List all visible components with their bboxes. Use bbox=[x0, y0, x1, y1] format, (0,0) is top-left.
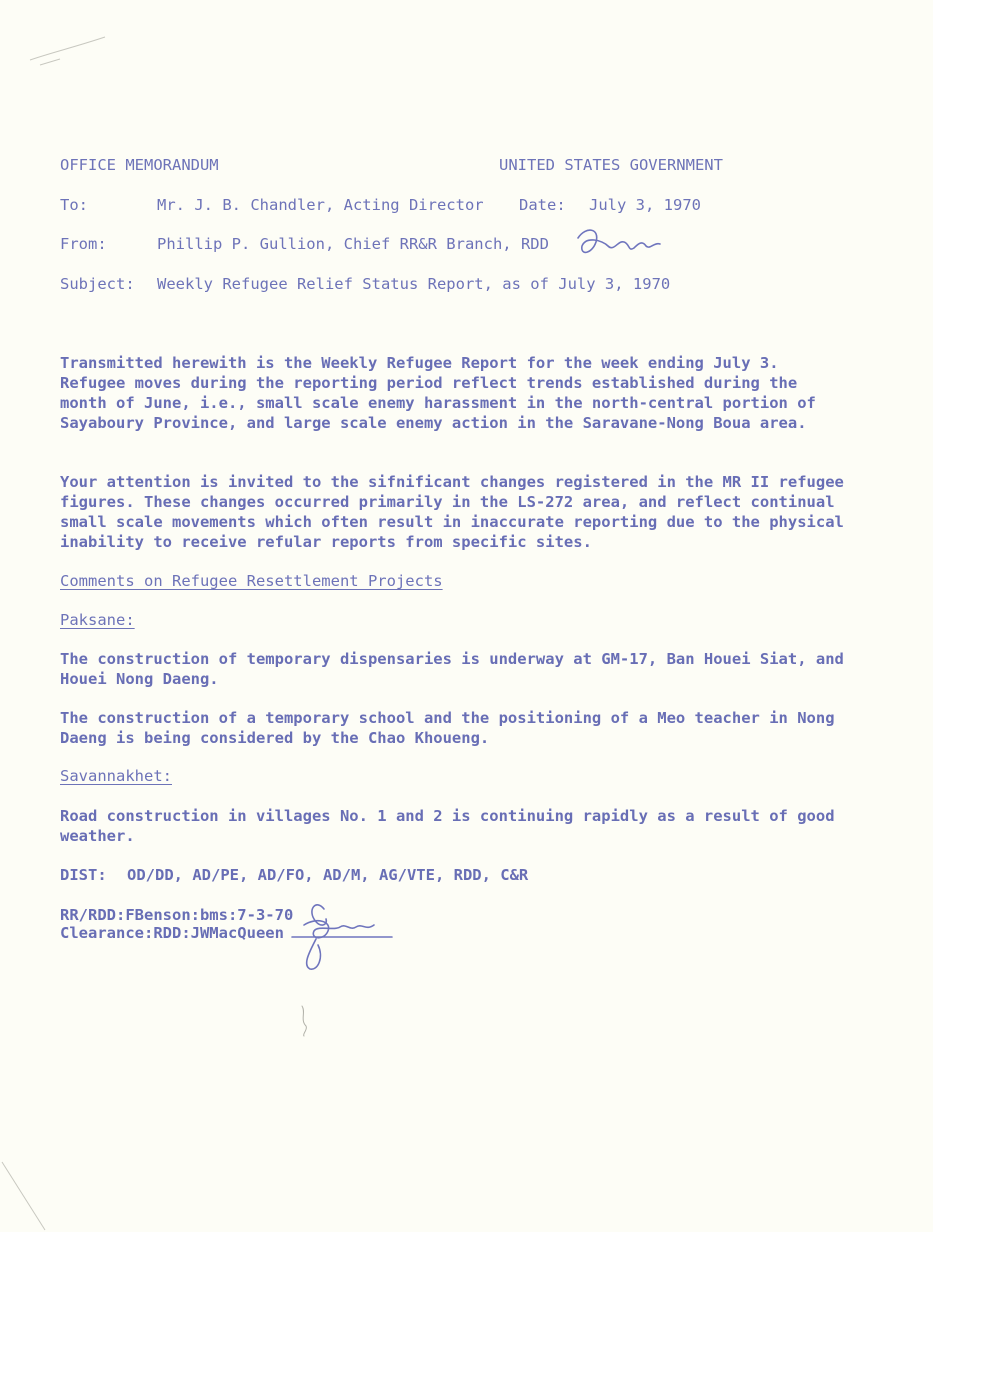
dist-value: OD/DD, AD/PE, AD/FO, AD/M, AG/VTE, RDD, C&R bbox=[127, 866, 529, 884]
footer-initials: RR/RDD:FBenson:bms:7-3-70 bbox=[60, 906, 294, 924]
paper-crease bbox=[0, 1160, 60, 1240]
pencil-mark bbox=[296, 1000, 316, 1040]
date-value: July 3, 1970 bbox=[589, 196, 701, 214]
dist-label: DIST: bbox=[60, 866, 107, 884]
footer-clearance: Clearance:RDD:JWMacQueen bbox=[60, 924, 284, 942]
gullion-signature bbox=[572, 222, 682, 262]
section-heading-resettlement: Comments on Refugee Resettlement Projects bbox=[60, 572, 443, 590]
subject-label: Subject: bbox=[60, 275, 135, 293]
paragraph-paksane-dispensaries: The construction of temporary dispensaries is underway at GM-17, Ban Houei Siat, and Houei Nong Daeng. bbox=[60, 650, 844, 688]
heading-paksane: Paksane: bbox=[60, 611, 135, 629]
date-label: Date: bbox=[519, 196, 566, 214]
paper-mark bbox=[20, 25, 140, 105]
from-value: Phillip P. Gullion, Chief RR&R Branch, RDD bbox=[157, 235, 549, 253]
paragraph-transmittal: Transmitted herewith is the Weekly Refugee Report for the week ending July 3. Refugee moves during the reporting period reflect trends established during the month of June, i.e., small scale enemy harassment in the north-central portion of Sayaboury Province, and large scale enemy action in the Saravane-Nong Boua area. bbox=[60, 354, 816, 432]
memo-header-right: UNITED STATES GOVERNMENT bbox=[499, 156, 723, 174]
heading-savannakhet: Savannakhet: bbox=[60, 767, 172, 785]
paragraph-savannakhet-roads: Road construction in villages No. 1 and 2 is continuing rapidly as a result of good weather. bbox=[60, 807, 835, 845]
paragraph-paksane-school: The construction of a temporary school and the positioning of a Meo teacher in Nong Daeng is being considered by the Chao Khoueng. bbox=[60, 709, 835, 747]
to-value: Mr. J. B. Chandler, Acting Director bbox=[157, 196, 484, 214]
subject-value: Weekly Refugee Relief Status Report, as of July 3, 1970 bbox=[157, 275, 671, 293]
paragraph-mr2-changes: Your attention is invited to the sifnificant changes registered in the MR II refugee figures. These changes occurred primarily in the LS-272 area, and reflect continual small scale movements which often result in inaccurate reporting due to the physical inability to receive refular reports from specific sites. bbox=[60, 473, 844, 551]
to-label: To: bbox=[60, 196, 88, 214]
from-label: From: bbox=[60, 235, 107, 253]
memo-header-left: OFFICE MEMORANDUM bbox=[60, 156, 219, 174]
macqueen-signature bbox=[288, 895, 418, 985]
